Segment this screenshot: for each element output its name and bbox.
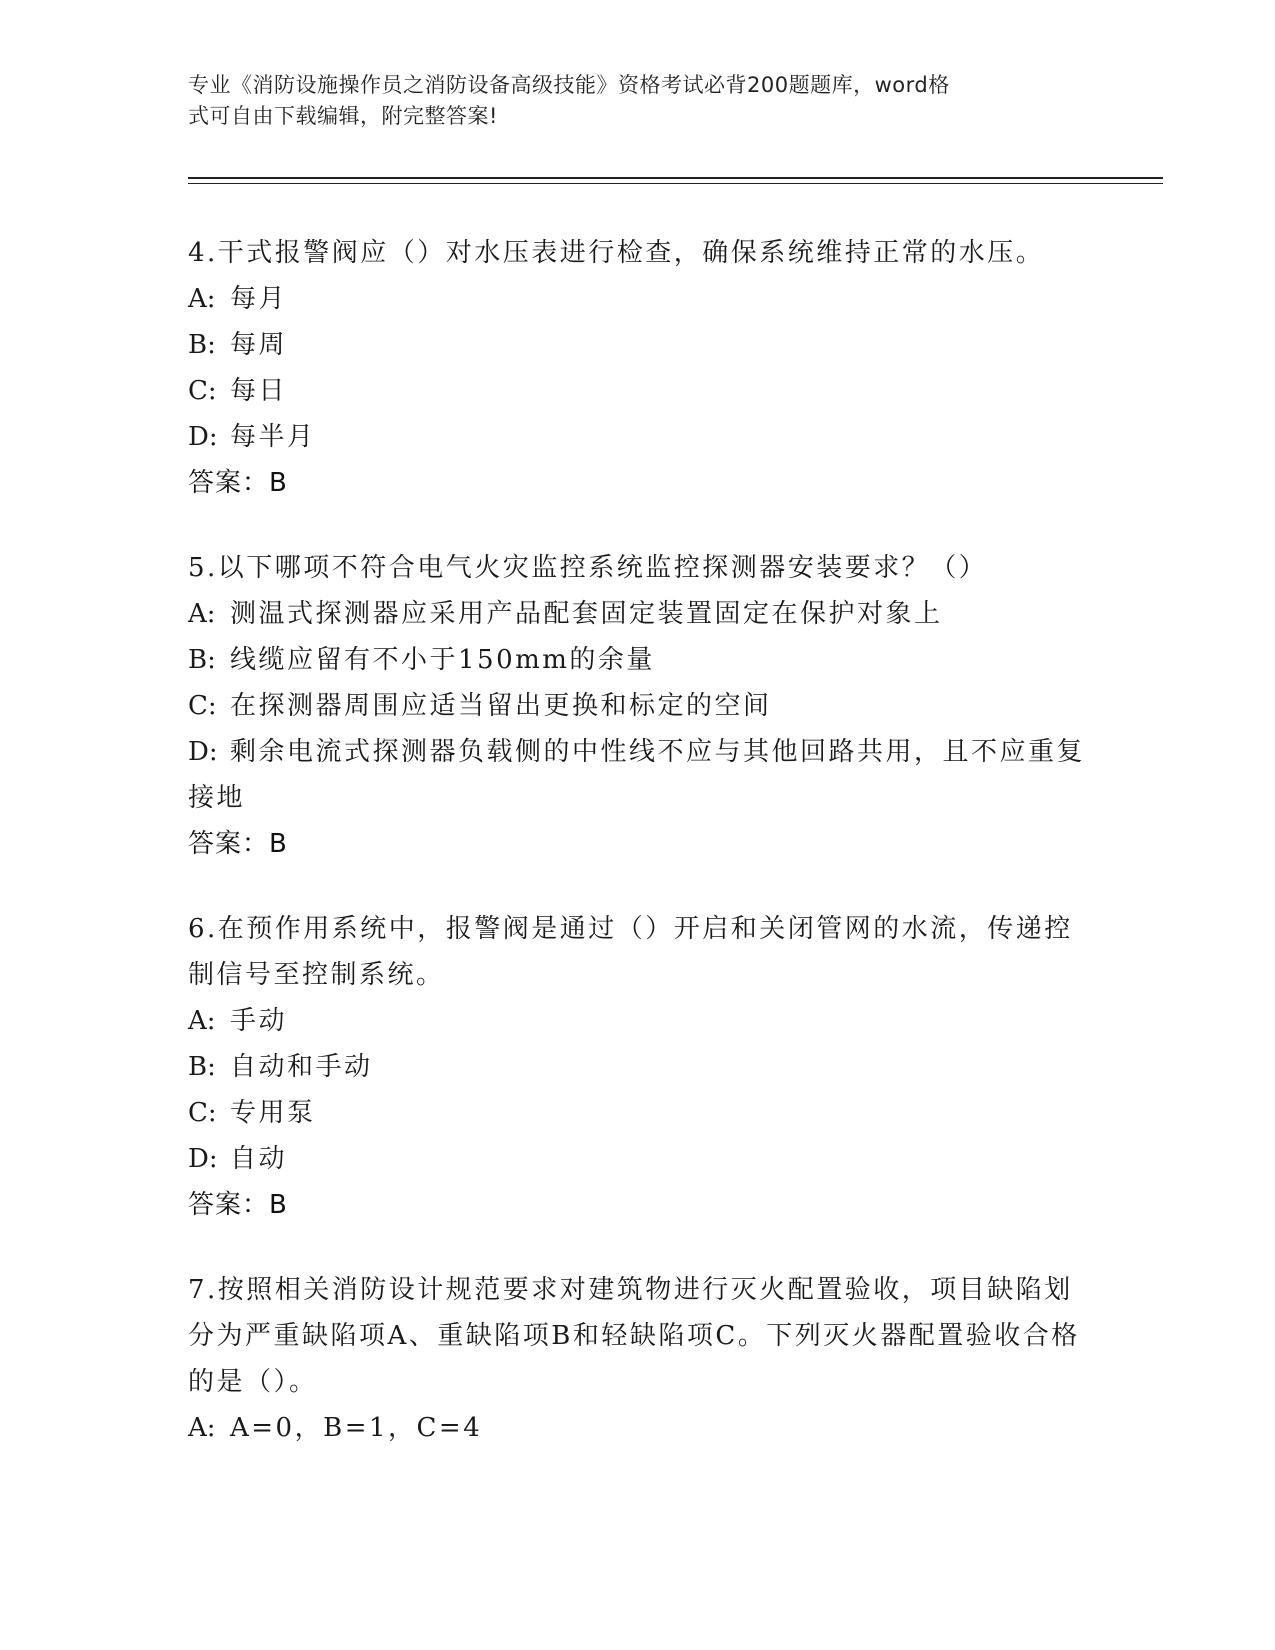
option-letter: C: <box>188 1098 217 1128</box>
option-letter: C: <box>188 376 217 406</box>
option-letter: D: <box>188 1144 218 1174</box>
option-letter: A: <box>188 1413 216 1443</box>
option-b <box>188 1044 1088 1090</box>
option-a <box>188 276 1088 322</box>
option-text: 线缆应留有不小于150mm的余量 <box>230 645 655 675</box>
option-letter: A: <box>188 599 216 629</box>
header-line-2: 式可自由下载编辑，附完整答案! <box>188 104 498 128</box>
question-text: 5.以下哪项不符合电气火灾监控系统监控探测器安装要求？（） <box>188 553 988 583</box>
option-letter: B: <box>188 645 216 675</box>
document-header <box>188 70 1068 132</box>
option-a <box>188 998 1088 1044</box>
option-d <box>188 414 1088 460</box>
answer <box>188 1182 1088 1228</box>
option-text: 自动和手动 <box>230 1052 373 1082</box>
answer-value: B <box>269 1190 288 1220</box>
question-list <box>188 230 1088 1490</box>
option-letter: B: <box>188 330 216 360</box>
answer-label: 答案： <box>188 829 270 859</box>
option-text: 每月 <box>230 284 288 314</box>
option-a <box>188 591 1088 637</box>
header-divider-thick <box>188 177 1163 179</box>
option-b <box>188 637 1088 683</box>
option-a <box>188 1405 1088 1451</box>
option-c <box>188 368 1088 414</box>
answer-value: B <box>269 829 288 859</box>
option-text: 每日 <box>230 376 288 406</box>
option-text: 测温式探测器应采用产品配套固定装置固定在保护对象上 <box>230 599 943 629</box>
option-c <box>188 683 1088 729</box>
answer-value: B <box>269 468 288 498</box>
option-text: 在探测器周围应适当留出更换和标定的空间 <box>230 691 772 721</box>
option-letter: A: <box>188 284 216 314</box>
option-text: 每周 <box>230 330 288 360</box>
option-text: 剩余电流式探测器负载侧的中性线不应与其他回路共用，且不应重复接地 <box>188 737 1086 813</box>
option-letter: C: <box>188 691 217 721</box>
option-letter: D: <box>188 422 218 452</box>
question-5 <box>188 545 1088 867</box>
answer-label: 答案： <box>188 1190 270 1220</box>
option-text: 每半月 <box>230 422 316 452</box>
option-b <box>188 322 1088 368</box>
question-text: 6.在预作用系统中，报警阀是通过（）开启和关闭管网的水流，传递控制信号至控制系统。 <box>188 914 1073 990</box>
header-divider-thin <box>188 183 1163 184</box>
question-text: 4.干式报警阀应（）对水压表进行检查，确保系统维持正常的水压。 <box>188 238 1045 268</box>
answer <box>188 821 1088 867</box>
answer <box>188 460 1088 506</box>
option-text: 自动 <box>230 1144 288 1174</box>
option-d <box>188 1136 1088 1182</box>
option-text: A=0，B=1，C=4 <box>230 1413 483 1443</box>
option-text: 专用泵 <box>230 1098 316 1128</box>
option-c <box>188 1090 1088 1136</box>
question-7 <box>188 1267 1088 1451</box>
option-letter: A: <box>188 1006 216 1036</box>
option-text: 手动 <box>230 1006 288 1036</box>
question-6 <box>188 906 1088 1228</box>
answer-label: 答案： <box>188 468 270 498</box>
option-letter: B: <box>188 1052 216 1082</box>
option-d <box>188 729 1088 821</box>
question-text: 7.按照相关消防设计规范要求对建筑物进行灭火配置验收，项目缺陷划分为严重缺陷项A、重缺陷项B和轻缺陷项C。下列灭火器配置验收合格的是（）。 <box>188 1275 1080 1397</box>
header-line-1: 专业《消防设施操作员之消防设备高级技能》资格考试必背200题题库，word格 <box>188 73 950 97</box>
question-4 <box>188 230 1088 506</box>
option-letter: D: <box>188 737 218 767</box>
